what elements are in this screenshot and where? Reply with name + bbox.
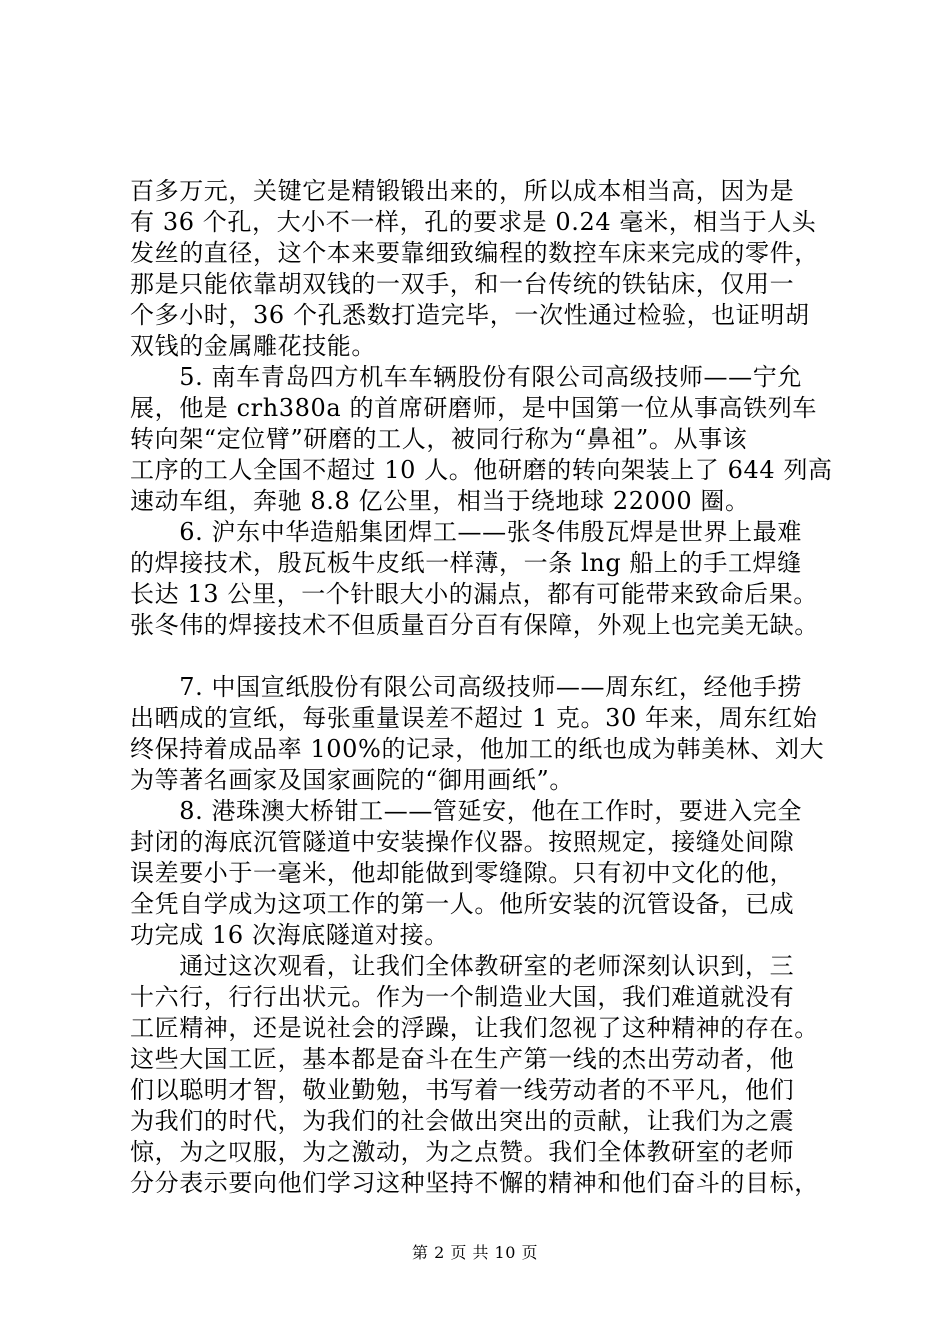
text-line: 这些大国工匠，基本都是奋斗在生产第一线的杰出劳动者，他 bbox=[130, 1045, 795, 1073]
text-line: 个多小时，36 个孔悉数打造完毕，一次性通过检验，也证明胡 bbox=[130, 301, 810, 329]
text-line: 那是只能依靠胡双钱的一双手，和一台传统的铁钻床，仅用一 bbox=[130, 270, 795, 298]
text-line: 为我们的时代，为我们的社会做出突出的贡献，让我们为之震 bbox=[130, 1107, 795, 1135]
page-number-label: 第 2 页 共 10 页 bbox=[412, 1243, 538, 1262]
text-line: 长达 13 公里，一个针眼大小的漏点，都有可能带来致命后果。 bbox=[130, 580, 818, 608]
text-line: 误差要小于一毫米，他却能做到零缝隙。只有初中文化的他， bbox=[130, 859, 795, 887]
blank-line bbox=[130, 641, 850, 672]
text-line: 百多万元，关键它是精锻锻出来的，所以成本相当高，因为是 bbox=[130, 177, 795, 205]
text-line: 惊，为之叹服，为之激动，为之点赞。我们全体教研室的老师 bbox=[130, 1138, 795, 1166]
text-line: 为等著名画家及国家画院的“御用画纸”。 bbox=[130, 766, 574, 794]
text-line: 有 36 个孔，大小不一样，孔的要求是 0.24 毫米，相当于人头 bbox=[130, 208, 817, 236]
text-line: 工匠精神，还是说社会的浮躁，让我们忽视了这种精神的存在。 bbox=[130, 1014, 819, 1042]
text-line: 张冬伟的焊接技术不但质量百分百有保障，外观上也完美无缺。 bbox=[130, 611, 819, 639]
text-line: 展，他是 crh380a 的首席研磨师，是中国第一位从事高铁列车 bbox=[130, 394, 817, 422]
body-text bbox=[130, 176, 850, 1199]
text-line: 双钱的金属雕花技能。 bbox=[130, 332, 376, 360]
text-line: 终保持着成品率 100%的记录，他加工的纸也成为韩美林、刘大 bbox=[130, 735, 825, 763]
text-line: 全凭自学成为这项工作的第一人。他所安装的沉管设备，已成 bbox=[130, 890, 795, 918]
text-line: 十六行，行行出状元。作为一个制造业大国，我们难道就没有 bbox=[130, 983, 795, 1011]
text-line: 通过这次观看，让我们全体教研室的老师深刻认识到，三 bbox=[130, 952, 795, 980]
text-line: 功完成 16 次海底隧道对接。 bbox=[130, 921, 449, 949]
text-line: 发丝的直径，这个本来要靠细致编程的数控车床来完成的零件， bbox=[130, 239, 819, 267]
text-line: 出晒成的宣纸，每张重量误差不超过 1 克。30 年来，周东红始 bbox=[130, 704, 818, 732]
text-line: 们以聪明才智，敬业勤勉，书写着一线劳动者的不平凡，他们 bbox=[130, 1076, 795, 1104]
text-line: 7. 中国宣纸股份有限公司高级技师——周东红，经他手捞 bbox=[130, 673, 802, 701]
text-line: 的焊接技术，殷瓦板牛皮纸一样薄，一条 lng 船上的手工焊缝 bbox=[130, 549, 802, 577]
text-line: 工序的工人全国不超过 10 人。他研磨的转向架装上了 644 列高 bbox=[130, 456, 833, 484]
text-line: 5. 南车青岛四方机车车辆股份有限公司高级技师——宁允 bbox=[130, 363, 802, 391]
text-line: 封闭的海底沉管隧道中安装操作仪器。按照规定，接缝处间隙 bbox=[130, 828, 795, 856]
text-line: 6. 沪东中华造船集团焊工——张冬伟殷瓦焊是世界上最难 bbox=[130, 518, 802, 546]
text-line: 速动车组，奔驰 8.8 亿公里，相当于绕地球 22000 圈。 bbox=[130, 487, 750, 515]
text-line: 分分表示要向他们学习这种坚持不懈的精神和他们奋斗的目标， bbox=[130, 1169, 819, 1197]
text-line: 转向架“定位臂”研磨的工人，被同行称为“鼻祖”。从事该 bbox=[130, 425, 748, 453]
text-line: 8. 港珠澳大桥钳工——管延安，他在工作时，要进入完全 bbox=[130, 797, 802, 825]
page-footer bbox=[0, 1243, 950, 1263]
